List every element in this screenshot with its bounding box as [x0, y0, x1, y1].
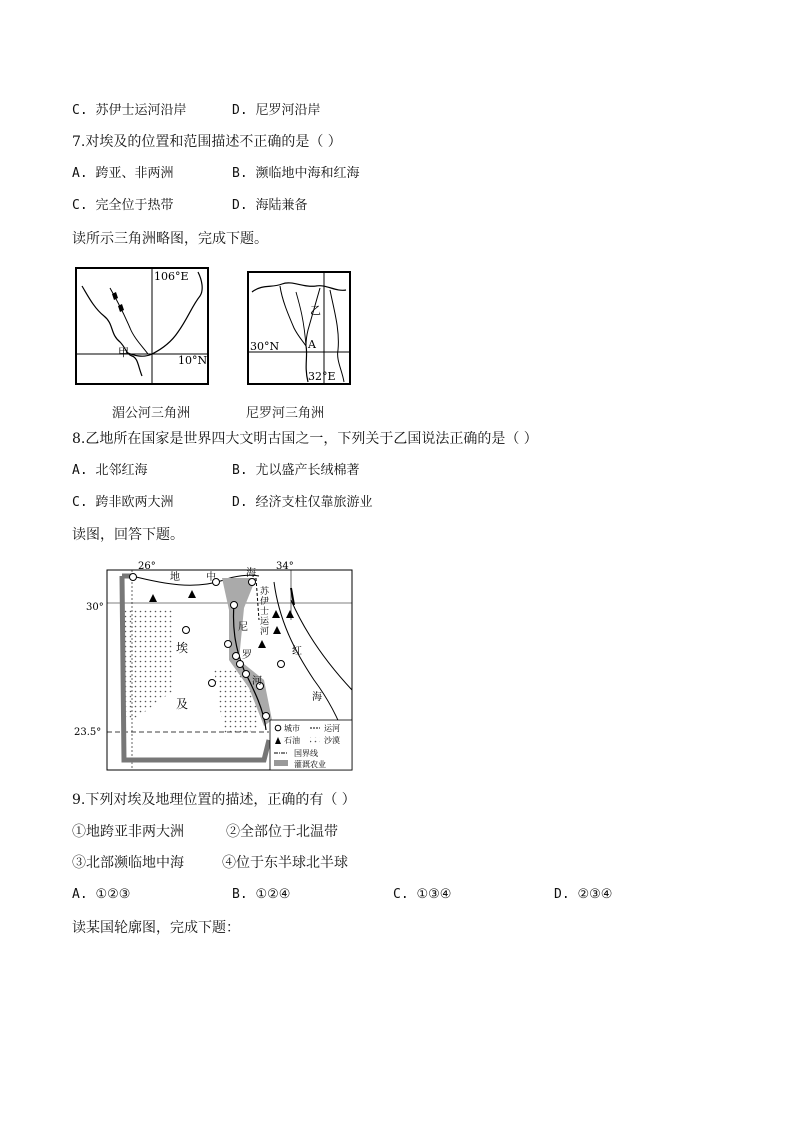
mekong-caption: 湄公河三角洲 — [112, 406, 191, 421]
q7-option-a-text: 跨亚、非两洲 — [95, 166, 174, 181]
q8-option-b-text: 尤以盛产长绒棉著 — [255, 463, 360, 478]
q9-option-a-letter: A. — [72, 887, 88, 902]
q8-stem: 8.乙地所在国家是世界四大文明古国之一，下列关于乙国说法正确的是（ ） — [72, 431, 538, 447]
sea-char-3: 海 — [246, 568, 256, 579]
q6-option-c-text: 苏伊士运河沿岸 — [95, 103, 187, 118]
city-marker — [243, 671, 250, 678]
q6-option-d — [232, 101, 321, 121]
mekong-delta-map — [74, 266, 210, 386]
country-outline-intro: 读某国轮廓图，完成下题： — [72, 920, 240, 936]
legend-desert-symbol — [310, 737, 320, 744]
mekong-lon-label: 106°E — [154, 270, 189, 283]
city-marker — [233, 653, 240, 660]
q7-option-a-letter: A. — [72, 166, 88, 181]
q9-option-d-text: ②③④ — [577, 887, 613, 902]
legend-desert-label: 沙漠 — [324, 736, 340, 745]
q9-option-b-text: ①②④ — [255, 887, 291, 902]
lat-30-label: 30° — [86, 602, 104, 613]
q8-option-d-text: 经济支柱仅靠旅游业 — [255, 495, 373, 510]
legend-canal-label: 运河 — [324, 724, 340, 733]
legend-oil-label: 石油 — [284, 736, 300, 745]
nile-lat-label: 30°N — [250, 340, 280, 353]
legend-irrigation-label: 灌溉农业 — [294, 760, 326, 769]
city-marker — [225, 641, 232, 648]
egypt-intro: 读图，回答下题。 — [72, 527, 184, 543]
q6-option-d-letter: D. — [232, 103, 248, 118]
q7-option-c-letter: C. — [72, 198, 88, 213]
q7-stem: 7.对埃及的位置和范围描述不正确的是（ ） — [72, 134, 342, 150]
city-marker — [231, 602, 238, 609]
q8-option-c — [72, 493, 174, 513]
redsea-char-1: 红 — [292, 646, 302, 657]
city-marker — [130, 574, 137, 581]
q8-option-d-letter: D. — [232, 495, 248, 510]
q8-option-a-letter: A. — [72, 463, 88, 478]
q7-option-d — [232, 196, 308, 216]
nile-char-2: 罗 — [242, 650, 252, 661]
q8-option-b — [232, 461, 360, 481]
point-a-label: A — [308, 338, 316, 351]
q9-option-b — [232, 885, 290, 905]
q6-option-c — [72, 101, 187, 121]
canal-char-5: 河 — [260, 627, 270, 637]
legend-irrigation-symbol — [274, 760, 288, 766]
legend-city-label: 城市 — [284, 724, 300, 733]
nile-lon-label: 32°E — [308, 370, 336, 383]
legend-border-label: 国界线 — [294, 749, 318, 758]
country-char-2: 及 — [176, 697, 189, 711]
nile-delta-map — [246, 270, 352, 386]
canal-char-4: 运 — [260, 617, 270, 627]
q7-option-c — [72, 196, 174, 216]
city-marker — [237, 661, 244, 668]
q8-option-d — [232, 493, 373, 513]
q9-stem: 9.下列对埃及地理位置的描述，正确的有（ ） — [72, 792, 356, 808]
sea-char-2: 中 — [206, 572, 216, 583]
egypt-map — [74, 560, 356, 774]
legend-city-symbol — [275, 725, 281, 731]
q9-option-d-letter: D. — [554, 887, 570, 902]
q9-option-c-letter: C. — [393, 887, 409, 902]
nile-char-1: 尼 — [238, 622, 248, 633]
lat-23-label: 23.5° — [74, 727, 102, 738]
lon-26-label: 26° — [138, 561, 156, 572]
sea-char-1: 地 — [170, 572, 180, 583]
q9-option-b-letter: B. — [232, 887, 248, 902]
q7-option-b — [232, 164, 360, 184]
q9-option-c — [393, 885, 451, 905]
delta-intro: 读所示三角洲略图，完成下题。 — [72, 231, 268, 247]
point-jia-label: 甲 — [118, 346, 129, 359]
q7-option-d-text: 海陆兼备 — [255, 198, 308, 213]
map-legend — [270, 720, 352, 770]
q9-statement-4: ④位于东半球北半球 — [222, 855, 348, 871]
nile-caption: 尼罗河三角洲 — [246, 406, 325, 421]
q9-statement-1: ①地跨亚非两大洲 — [72, 824, 184, 840]
canal-char-3: 士 — [260, 607, 270, 617]
city-marker — [249, 579, 256, 586]
q8-option-c-letter: C. — [72, 495, 88, 510]
q6-option-d-text: 尼罗河沿岸 — [255, 103, 321, 118]
city-marker — [278, 661, 285, 668]
q7-option-a — [72, 164, 174, 184]
q9-statement-3: ③北部濒临地中海 — [72, 855, 184, 871]
q8-option-b-letter: B. — [232, 463, 248, 478]
q9-option-c-text: ①③④ — [416, 887, 452, 902]
country-char-1: 埃 — [176, 641, 189, 655]
canal-char-2: 伊 — [260, 597, 270, 607]
q6-option-c-letter: C. — [72, 103, 88, 118]
mekong-lat-label: 10°N — [178, 354, 208, 367]
q8-option-c-text: 跨非欧两大洲 — [95, 495, 174, 510]
q9-option-d — [554, 885, 612, 905]
redsea-char-2: 海 — [312, 692, 322, 703]
q9-option-a — [72, 885, 130, 905]
nile-char-3: 河 — [252, 676, 262, 687]
lon-34-label: 34° — [276, 561, 294, 572]
q9-option-a-text: ①②③ — [95, 887, 131, 902]
city-marker — [263, 713, 270, 720]
q7-option-b-text: 濒临地中海和红海 — [255, 166, 360, 181]
q8-option-a — [72, 461, 148, 481]
q7-option-b-letter: B. — [232, 166, 248, 181]
city-marker — [209, 680, 216, 687]
canal-char-1: 苏 — [260, 587, 270, 597]
city-marker — [183, 627, 190, 634]
q8-option-a-text: 北邻红海 — [95, 463, 148, 478]
q7-option-c-text: 完全位于热带 — [95, 198, 174, 213]
point-yi-label: 乙 — [310, 304, 321, 317]
q9-statement-2: ②全部位于北温带 — [226, 824, 338, 840]
q7-option-d-letter: D. — [232, 198, 248, 213]
